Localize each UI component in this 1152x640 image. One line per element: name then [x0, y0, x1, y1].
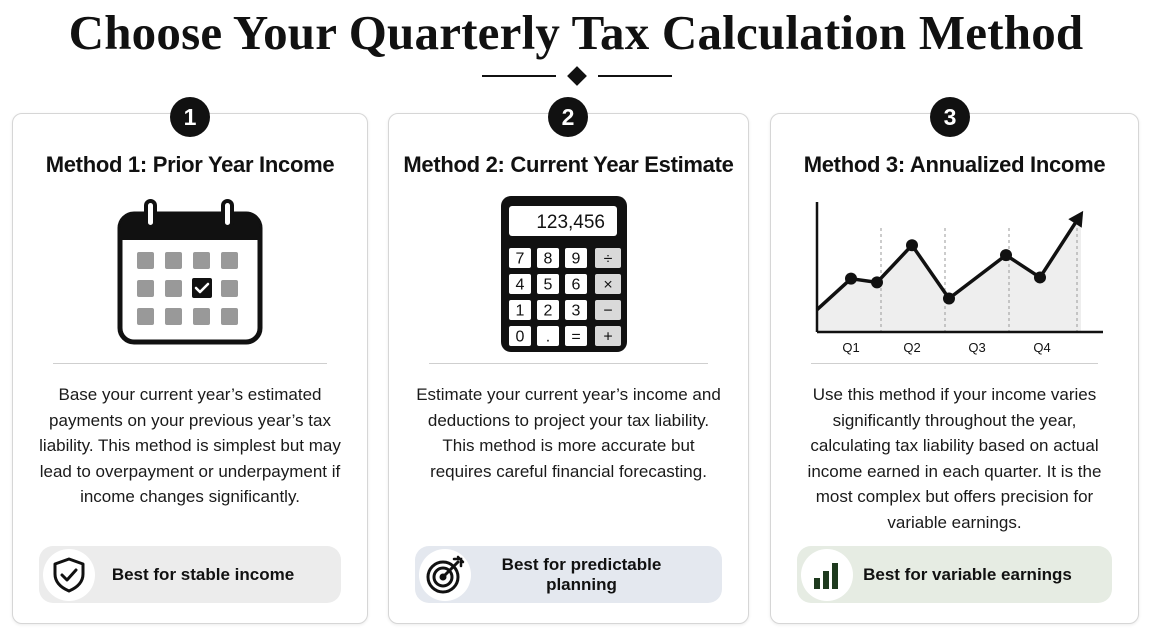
- chart-point: [1000, 249, 1012, 261]
- badge-label: Best for predictable planning: [501, 554, 662, 594]
- method-card-2: [388, 113, 749, 624]
- card-title: Method 2: Current Year Estimate: [403, 152, 734, 177]
- step-number-1: 1: [170, 97, 210, 137]
- calculator-key-label: 3: [571, 302, 581, 320]
- calculator-key-label: 4: [515, 276, 525, 294]
- page-title: Choose Your Quarterly Tax Calculation Method: [68, 5, 1084, 60]
- badge-stable-income: [39, 546, 341, 603]
- calculator-display: 123,456: [536, 212, 605, 233]
- target-arrow-icon: [425, 555, 465, 595]
- card-separator: [811, 363, 1098, 364]
- badge-predictable-planning: [415, 546, 722, 603]
- calculator-key-label: ÷: [603, 250, 613, 268]
- method-card-3: [770, 113, 1139, 624]
- calculator-key-label: ×: [603, 276, 613, 294]
- bar-chart-icon: [812, 560, 842, 590]
- calculator-key-label: 2: [543, 302, 553, 320]
- calculator-key-label: 7: [515, 250, 525, 268]
- chart-point: [845, 273, 857, 285]
- calculator-key-label: 0: [515, 328, 525, 346]
- title-divider: [0, 64, 1152, 88]
- card-separator: [429, 363, 708, 364]
- quarter-label: Q2: [903, 340, 921, 355]
- calculator-icon: [499, 194, 629, 354]
- calculator-key-label: +: [603, 328, 613, 346]
- calculator-key-label: −: [603, 302, 613, 320]
- card-title: Method 1: Prior Year Income: [45, 152, 335, 177]
- badge-label: Best for stable income: [111, 564, 295, 584]
- step-number-2: 2: [548, 97, 588, 137]
- calculator-key-label: .: [545, 328, 551, 346]
- calculator-key-label: 6: [571, 276, 581, 294]
- diamond-icon: [567, 66, 587, 86]
- calendar-check-icon: [115, 198, 265, 348]
- chart-point: [1034, 271, 1046, 283]
- quarter-label: Q4: [1033, 340, 1051, 355]
- chart-point: [871, 276, 883, 288]
- card-description: Base your current year’s estimated payments on your previous year’s tax liability. This method is simplest but may lead to overpayment or underpayment if income changes significantly.: [39, 385, 341, 506]
- badge-variable-earnings: [797, 546, 1112, 603]
- card-description: Use this method if your income varies significantly throughout the year, calculating tax liability based on actual income earned in each quarter. It is the most complex but offers precision for variable earnings.: [807, 385, 1102, 532]
- chart-point: [943, 293, 955, 305]
- calculator-key-label: 1: [515, 302, 525, 320]
- calculator-key-label: 9: [571, 250, 581, 268]
- card-title: Method 3: Annualized Income: [803, 152, 1106, 177]
- quarter-label: Q1: [842, 340, 860, 355]
- badge-label: Best for variable earnings: [863, 564, 1072, 584]
- calculator-key-label: 5: [543, 276, 553, 294]
- method-card-1: [12, 113, 368, 624]
- quarter-label: Q3: [968, 340, 986, 355]
- calculator-key-label: =: [571, 328, 581, 346]
- card-separator: [53, 363, 327, 364]
- step-number-3: 3: [930, 97, 970, 137]
- calculator-key-label: 8: [543, 250, 553, 268]
- shield-check-icon: [52, 557, 86, 593]
- income-line-chart-icon: [811, 198, 1111, 358]
- chart-point: [906, 239, 918, 251]
- card-description: Estimate your current year’s income and deductions to project your tax liability. This method is more accurate but requires careful financial forecasting.: [416, 385, 721, 481]
